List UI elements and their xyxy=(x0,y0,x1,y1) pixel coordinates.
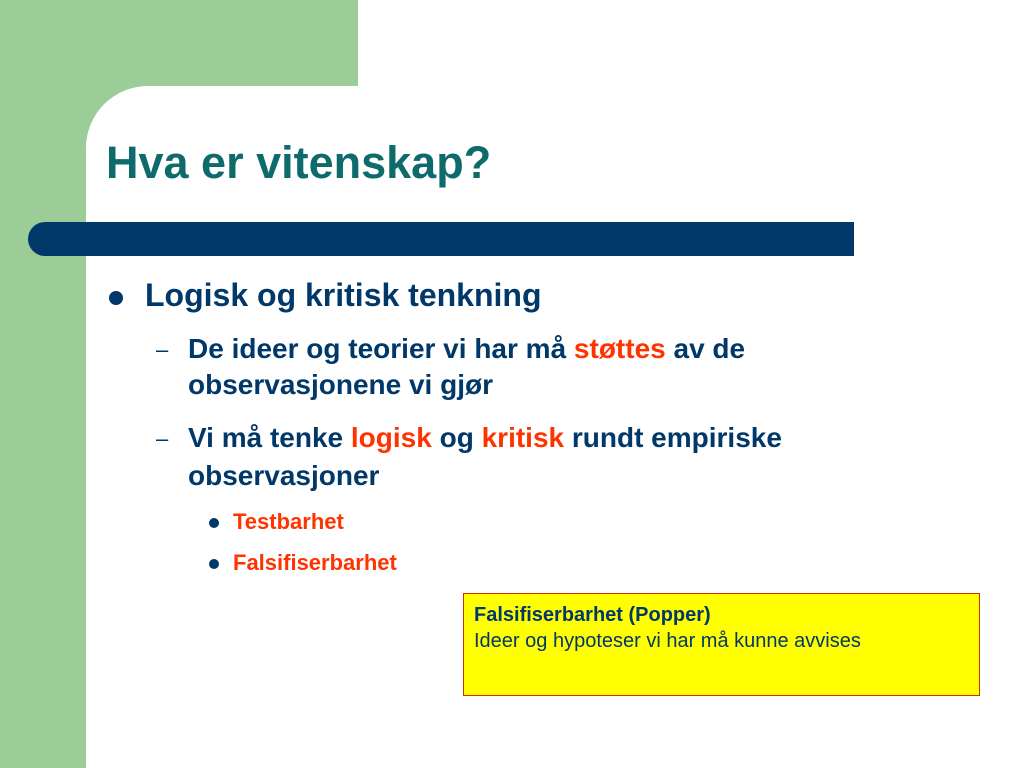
small-bullet-disc-icon xyxy=(209,518,219,528)
sub-bullet-2-text-b: og xyxy=(431,422,482,453)
bullet-1-text: Logisk og kritisk tenkning xyxy=(145,277,542,313)
small-bullet-disc-icon xyxy=(209,559,219,569)
sub-bullet-2 xyxy=(188,422,782,454)
sub-bullet-1 xyxy=(188,333,745,365)
sub-bullet-1-emphasis: støttes xyxy=(573,333,666,364)
callout-heading: Falsifiserbarhet (Popper) xyxy=(474,604,711,626)
sub-bullet-2-line-2: observasjoner xyxy=(188,460,380,491)
sub-bullet-2-emphasis-2: kritisk xyxy=(481,422,565,453)
slide-title: Hva er vitenskap? xyxy=(106,137,492,188)
callout-box xyxy=(463,593,980,696)
sub-bullet-2-text-c: rundt empiriske xyxy=(564,422,782,453)
dash-bullet-icon: – xyxy=(156,337,169,362)
sub-bullet-2-emphasis-1: logisk xyxy=(350,422,432,453)
sub-bullet-1-line-2: observasjonene vi gjør xyxy=(188,369,493,400)
dash-bullet-icon: – xyxy=(156,426,169,451)
sub-bullet-2-text-a: Vi må tenke xyxy=(188,422,351,453)
sub-sub-item-testbarhet: Testbarhet xyxy=(233,509,344,534)
callout-body: Ideer og hypoteser vi har må kunne avvises xyxy=(474,630,861,652)
sub-sub-item-falsifiserbarhet: Falsifiserbarhet xyxy=(233,550,397,575)
sub-bullet-1-text-a: De ideer og teorier vi har må xyxy=(188,333,574,364)
sub-bullet-1-text-b: av de xyxy=(665,333,746,364)
bullet-disc-icon xyxy=(109,291,123,305)
